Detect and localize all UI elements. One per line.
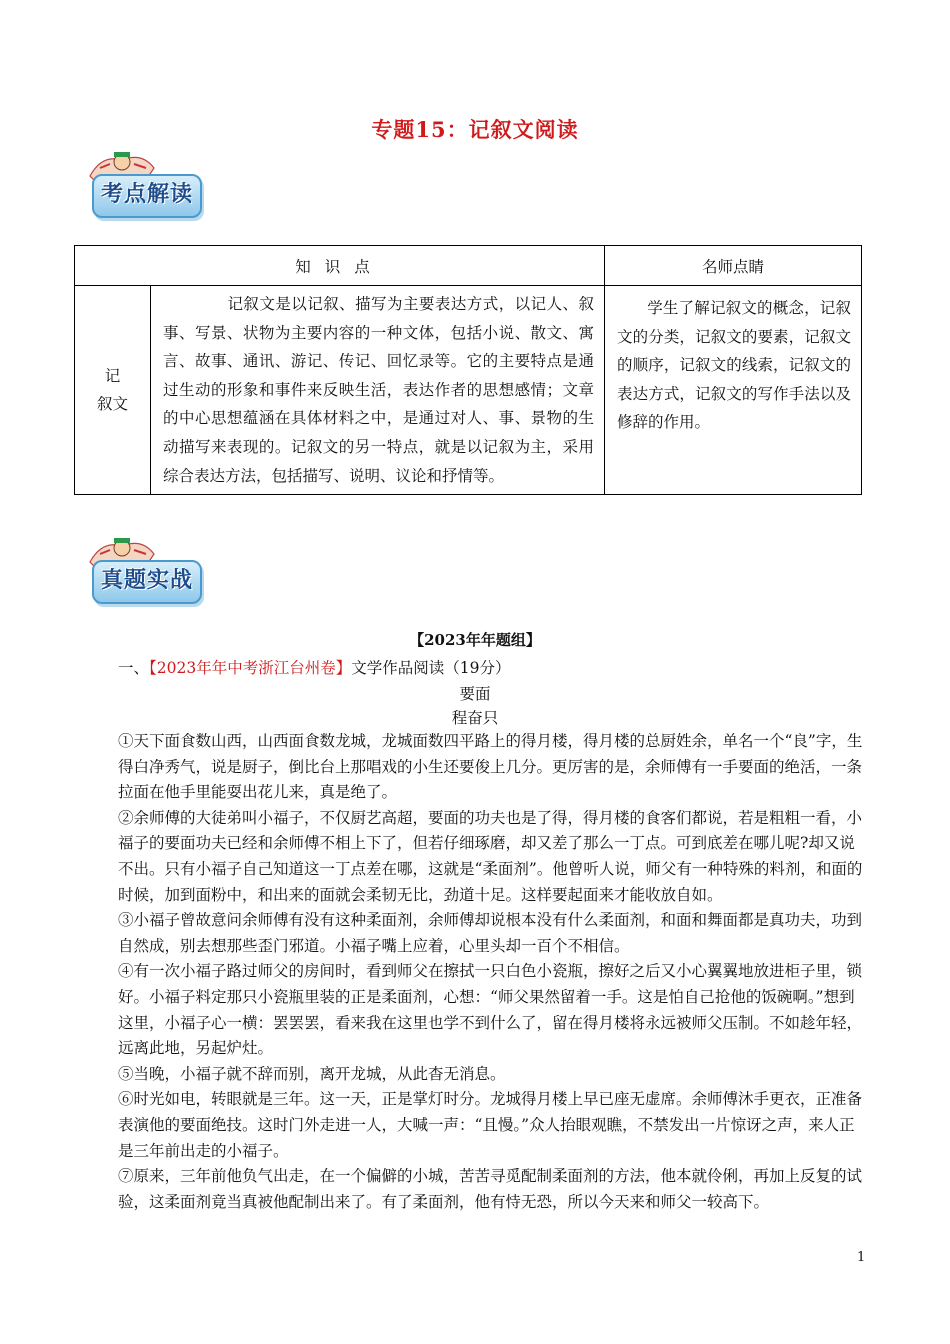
badge-label: 真题实战 (100, 567, 193, 593)
paragraph: ④有一次小福子路过师父的房间时，看到师父在擦拭一只白色小瓷瓶，擦好之后又小心翼翼地放进柜子里，锁好。小福子料定那只小瓷瓶里装的正是柔面剂，心想：“师父果然留着一手。这是怕自己抢他的饭碗啊。”想到这里，小福子心一横：罢罢罢，看来我在这里也学不到什么了，留在得月楼将永远被师父压制。不如趁年轻，远离此地，另起炉灶。 (118, 962, 863, 1058)
knowledge-table (74, 245, 862, 495)
paragraph: ③小福子曾故意问余师傅有没有这种柔面剂，余师傅却说根本没有什么柔面剂，和面和舞面都是真功夫，功到自然成，别去想那些歪门邪道。小福子嘴上应着，心里头却一百个不相信。 (118, 911, 863, 955)
essay-title: 要面 (459, 685, 491, 703)
question-label: 文学作品阅读（19分） (351, 659, 511, 677)
knowledge-body (151, 286, 605, 495)
knowledge-body-text: 记叙文是以记叙、描写为主要表达方式，以记人、叙事、写景、状物为主要内容的一种文体，包括小说、散文、寓言、故事、通讯、游记、传记、回忆录等。它的主要特点是通过生动的形象和事件来反映生活，表达作者的思想感情；文章的中心思想蕴涵在具体材料之中，是通过对人、事、景物的生动描写来表现的。记叙文的另一特点，就是以记叙为主，采用综合表达方法，包括描写、说明、议论和抒情等。 (163, 295, 594, 485)
badge-label: 考点解读 (100, 181, 193, 207)
question-number: 一、 (118, 659, 150, 677)
header-knowledge: 知识点 (75, 246, 605, 286)
row-head-line2: 叙文 (96, 395, 128, 414)
essay-author: 程奋只 (451, 709, 499, 727)
paragraph: ⑦原来，三年前他负气出走，在一个偏僻的小城，苦苦寻觅配制柔面剂的方法，他本就伶俐，再加上反复的试验，这柔面剂竟当真被他配制出来了。有了柔面剂，他有恃无恐，所以今天来和师父一较高下。 (118, 1167, 863, 1211)
section-badge-zhenti (82, 532, 207, 610)
paragraph: ⑤当晚，小福子就不辞而别，离开龙城，从此杳无消息。 (118, 1064, 506, 1083)
paragraph: ①天下面食数山西，山西面食数龙城，龙城面数四平路上的得月楼，得月楼的总厨姓余，单名一个“良”字，生得白净秀气，说是厨子，倒比台上那唱戏的小生还要俊上几分。更厉害的是，余师傅有一手要面的绝活，一条拉面在他手里能耍出花儿来，真是绝了。 (118, 732, 863, 802)
page-title: 专题15：记叙文阅读 (371, 117, 579, 142)
section-badge-kaodian (82, 146, 207, 224)
page-number: 1 (857, 1250, 866, 1265)
paragraph: ⑥时光如电，转眼就是三年。这一天，正是掌灯时分。龙城得月楼上早已座无虚席。余师傅沐手更衣，正准备表演他的要面绝技。这时门外走进一人，大喊一声：“且慢。”众人抬眼观瞧，不禁发出一片惊讶之声，来人正是三年前出走的小福子。 (118, 1090, 863, 1160)
tips-body-text: 学生了解记叙文的概念，记叙文的分类，记叙文的要素，记叙文的顺序，记叙文的线索，记叙文的表达方式，记叙文的写作手法以及修辞的作用。 (617, 299, 851, 432)
question-line (118, 656, 510, 678)
group-title: 【2023年年题组】 (409, 631, 541, 649)
essay-body (118, 729, 863, 1215)
paragraph: ②余师傅的大徒弟叫小福子，不仅厨艺高超，要面的功夫也是了得，得月楼的食客们都说，若是粗粗一看，小福子的要面功夫已经和余师傅不相上下了，但若仔细琢磨，却又差了那么一丁点。可到底差在哪儿呢?却又说不出。只有小福子自己知道这一丁点差在哪，这就是“柔面剂”。他曾听人说，师父有一种特殊的料剂，和面的时候，加到面粉中，和出来的面就会柔韧无比，劲道十足。这样要起面来才能收放自如。 (118, 808, 863, 904)
tips-body (605, 286, 862, 495)
question-source: 【2023年年中考浙江台州卷】 (149, 659, 352, 677)
header-tips: 名师点睛 (605, 246, 862, 286)
row-head-line1: 记 (104, 367, 121, 386)
row-head (75, 286, 151, 495)
